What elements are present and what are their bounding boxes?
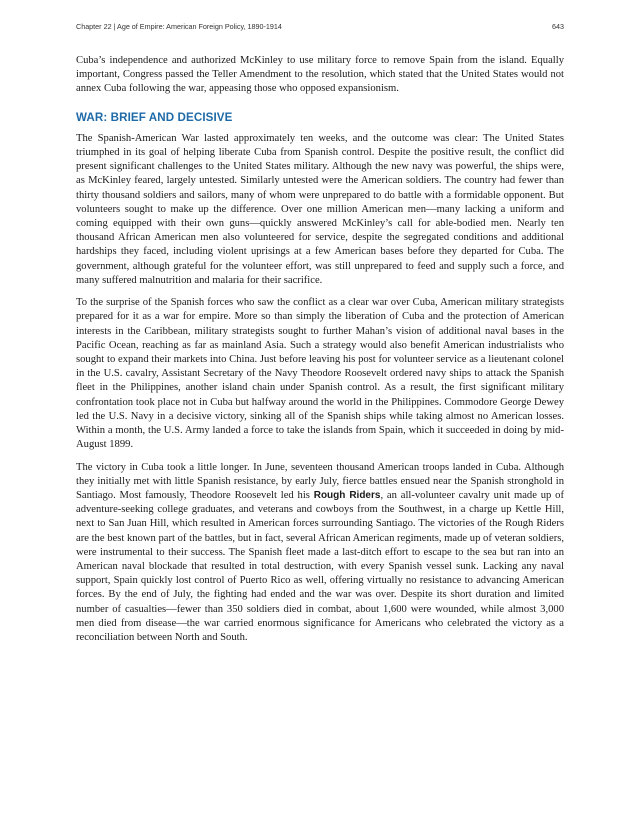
paragraph-text-before: The victory in Cuba took a little longer. In June, seventeen thousand American troops landed in Cuba. Although they initially met with little Spanish resistance, by early July, fierce battles ensued near the Spanish stronghold in Santiago. Most famously, Theodore Roosevelt led his — [76, 461, 564, 502]
section-heading: WAR: BRIEF AND DECISIVE — [76, 110, 233, 124]
paragraph-text-after: , an all-volunteer cavalry unit made up of adventure-seeking college graduates, and veterans and cowboys from the Southwest, in a charge up Kettle Hill, next to San Juan Hill, which resulted in American forces surrounding Santiago. The victories of the Rough Riders are the best known part of the battles, but in fact, several African American regiments, made up of veteran soldiers, were instrumental to their success. The Spanish fleet made a last-ditch effort to escape to the sea but ran into an American naval blockade that resulted in total destruction, with every Spanish vessel sunk. Lacking any naval support, Spain quickly lost control of Puerto Rico as well, offering virtually no resistance to advancing American forces. By the end of July, the fighting had ended and the war was over. Despite its short duration and limited number of casualties—fewer than 350 soldiers died in combat, about 1,600 were wounded, while almost 3,000 men died from disease—the war carried enormous significance for Americans who celebrated the victory as a reconciliation between North and South. — [76, 490, 564, 644]
intro-paragraph: Cuba’s independence and authorized McKinley to use military force to remove Spain from the island. Equally important, Congress passed the Teller Amendment to the resolution, which stated that the United States would not annex Cuba following the war, appeasing those who opposed expansionism. — [76, 55, 564, 95]
body-paragraph-1: The Spanish-American War lasted approximately ten weeks, and the outcome was clear: The United States triumphed in its goal of helping liberate Cuba from Spanish control. Despite the positive result, the conflict did present significant challenges to the United States military. Although the new navy was powerful, the ships were, as McKinley feared, largely untested. Similarly untested were the American soldiers. The country had fewer than thirty thousand soldiers and sailors, many of whom were unprepared to do battle with a formidable opponent. But volunteers sought to make up the difference. Over one million American men—many lacking a uniform and coming equipped with their own guns—quickly answered McKinley’s call for able-bodied men. Nearly ten thousand African American men also volunteered for service, despite the segregated conditions and additional hardships they faced, including violent uprisings at a few American bases before they departed for Cuba. The government, although grateful for the volunteer effort, was still unprepared to feed and supply such a force, and many suffered malnutrition and malaria for their sacrifice. — [76, 132, 564, 286]
body-paragraph-3 — [76, 461, 564, 646]
body-paragraph-2: To the surprise of the Spanish forces who saw the conflict as a clear war over Cuba, American military strategists prepared for it as a war for empire. More so than simply the liberation of Cuba and the protection of American interests in the Caribbean, military strategists sought to further Mahan’s vision of additional naval bases in the Pacific Ocean, reaching as far as mainland Asia. Such a strategy would also benefit American industrialists who sought to expand their markets into China. Just before leaving his post for volunteer service as a lieutenant colonel in the U.S. cavalry, Assistant Secretary of the Navy Theodore Roosevelt ordered navy ships to attack the Spanish fleet in the Philippines, another island chain under Spanish control. As a result, the first significant military confrontation took place not in Cuba but halfway around the world in the Philippines. Commodore George Dewey led the U.S. Navy in a decisive victory, sinking all of the Spanish ships while taking almost no American losses. Within a month, the U.S. Army landed a force to take the islands from Spain, which it succeeded in doing by mid-August 1899. — [76, 297, 564, 451]
running-header — [76, 22, 564, 31]
page-body — [76, 54, 564, 653]
page-number: 643 — [552, 22, 564, 31]
chapter-title: Chapter 22 | Age of Empire: American Foreign Policy, 1890-1914 — [76, 22, 282, 31]
key-term-rough-riders: Rough Riders — [313, 490, 381, 502]
